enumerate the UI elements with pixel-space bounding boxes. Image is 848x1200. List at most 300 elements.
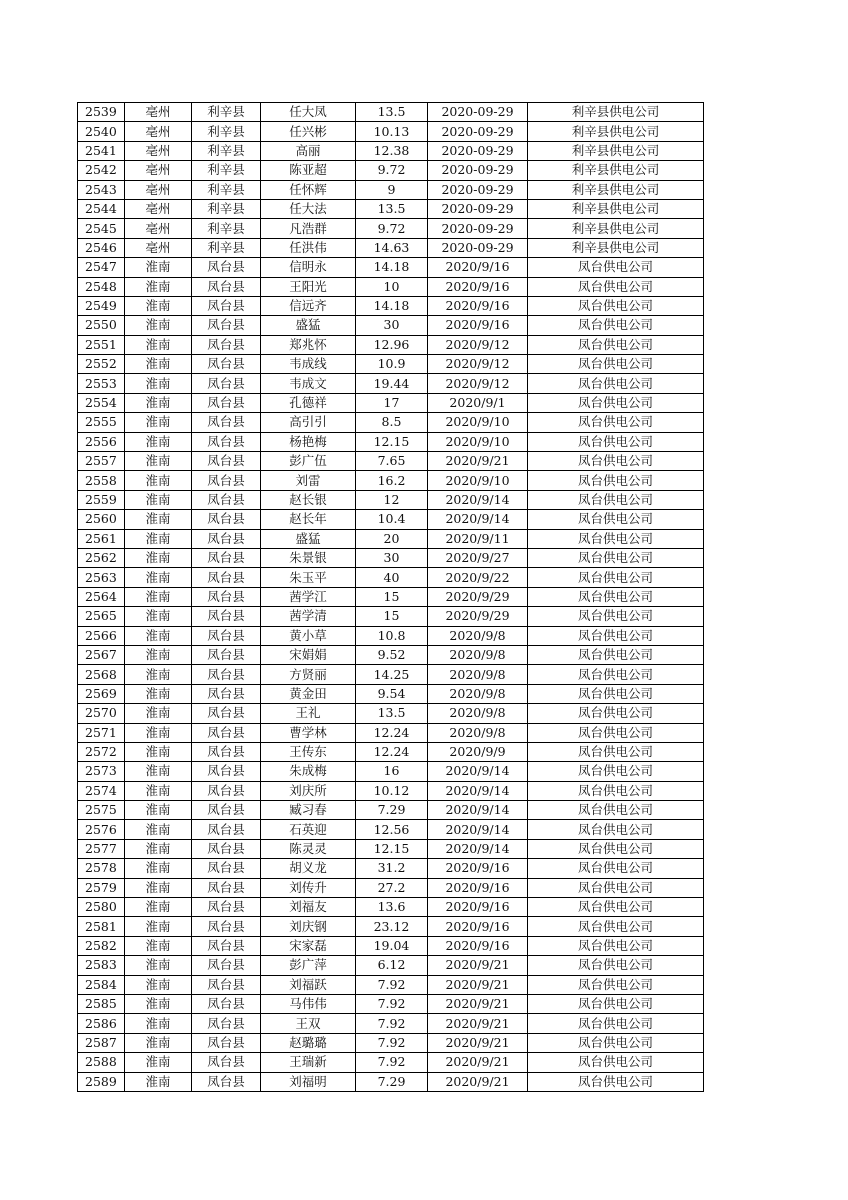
date-cell: 2020/9/14 [428, 781, 528, 800]
county-cell: 利辛县 [192, 238, 261, 257]
amount-cell: 7.92 [356, 994, 428, 1013]
table-row [78, 898, 704, 917]
city-cell: 淮南 [125, 936, 192, 955]
company-cell: 凤台供电公司 [528, 413, 704, 432]
county-cell: 凤台县 [192, 335, 261, 354]
county-cell: 凤台县 [192, 859, 261, 878]
date-cell: 2020/9/21 [428, 452, 528, 471]
date-cell: 2020/9/21 [428, 1033, 528, 1052]
city-cell: 淮南 [125, 296, 192, 315]
name-cell: 任大法 [261, 199, 356, 218]
county-cell: 凤台县 [192, 568, 261, 587]
company-cell: 凤台供电公司 [528, 277, 704, 296]
city-cell: 淮南 [125, 258, 192, 277]
row-number-cell: 2577 [78, 839, 125, 858]
amount-cell: 10.8 [356, 626, 428, 645]
amount-cell: 19.04 [356, 936, 428, 955]
row-number-cell: 2544 [78, 199, 125, 218]
company-cell: 凤台供电公司 [528, 684, 704, 703]
company-cell: 凤台供电公司 [528, 258, 704, 277]
county-cell: 凤台县 [192, 316, 261, 335]
company-cell: 凤台供电公司 [528, 452, 704, 471]
table-row [78, 645, 704, 664]
table-row [78, 723, 704, 742]
date-cell: 2020/9/21 [428, 1014, 528, 1033]
company-cell: 凤台供电公司 [528, 335, 704, 354]
company-cell: 利辛县供电公司 [528, 180, 704, 199]
date-cell: 2020/9/10 [428, 413, 528, 432]
amount-cell: 13.5 [356, 103, 428, 122]
row-number-cell: 2555 [78, 413, 125, 432]
county-cell: 凤台县 [192, 510, 261, 529]
county-cell: 凤台县 [192, 471, 261, 490]
city-cell: 淮南 [125, 820, 192, 839]
row-number-cell: 2587 [78, 1033, 125, 1052]
amount-cell: 9.72 [356, 161, 428, 180]
date-cell: 2020/9/10 [428, 471, 528, 490]
company-cell: 利辛县供电公司 [528, 238, 704, 257]
city-cell: 亳州 [125, 238, 192, 257]
company-cell: 利辛县供电公司 [528, 219, 704, 238]
row-number-cell: 2557 [78, 452, 125, 471]
table-row [78, 432, 704, 451]
company-cell: 凤台供电公司 [528, 975, 704, 994]
amount-cell: 14.25 [356, 665, 428, 684]
table-row [78, 1033, 704, 1052]
city-cell: 淮南 [125, 723, 192, 742]
city-cell: 淮南 [125, 878, 192, 897]
name-cell: 曹学林 [261, 723, 356, 742]
company-cell: 利辛县供电公司 [528, 199, 704, 218]
county-cell: 凤台县 [192, 258, 261, 277]
row-number-cell: 2568 [78, 665, 125, 684]
city-cell: 淮南 [125, 452, 192, 471]
table-row [78, 936, 704, 955]
amount-cell: 16.2 [356, 471, 428, 490]
county-cell: 利辛县 [192, 219, 261, 238]
date-cell: 2020/9/8 [428, 626, 528, 645]
county-cell: 凤台县 [192, 490, 261, 509]
row-number-cell: 2558 [78, 471, 125, 490]
county-cell: 凤台县 [192, 296, 261, 315]
date-cell: 2020/9/10 [428, 432, 528, 451]
date-cell: 2020-09-29 [428, 141, 528, 160]
row-number-cell: 2541 [78, 141, 125, 160]
city-cell: 亳州 [125, 141, 192, 160]
table-row [78, 956, 704, 975]
county-cell: 凤台县 [192, 452, 261, 471]
name-cell: 赵长年 [261, 510, 356, 529]
name-cell: 信远齐 [261, 296, 356, 315]
company-cell: 凤台供电公司 [528, 1053, 704, 1072]
amount-cell: 15 [356, 587, 428, 606]
city-cell: 淮南 [125, 355, 192, 374]
date-cell: 2020/9/8 [428, 684, 528, 703]
name-cell: 胡义龙 [261, 859, 356, 878]
company-cell: 凤台供电公司 [528, 839, 704, 858]
company-cell: 凤台供电公司 [528, 956, 704, 975]
county-cell: 利辛县 [192, 122, 261, 141]
name-cell: 刘福明 [261, 1072, 356, 1091]
table-row [78, 238, 704, 257]
name-cell: 刘福跃 [261, 975, 356, 994]
data-table [77, 102, 704, 1092]
county-cell: 利辛县 [192, 199, 261, 218]
amount-cell: 12.24 [356, 723, 428, 742]
name-cell: 韦成线 [261, 355, 356, 374]
city-cell: 淮南 [125, 801, 192, 820]
name-cell: 宋娟娟 [261, 645, 356, 664]
amount-cell: 19.44 [356, 374, 428, 393]
row-number-cell: 2586 [78, 1014, 125, 1033]
date-cell: 2020/9/12 [428, 355, 528, 374]
name-cell: 信明永 [261, 258, 356, 277]
city-cell: 淮南 [125, 645, 192, 664]
row-number-cell: 2569 [78, 684, 125, 703]
city-cell: 亳州 [125, 122, 192, 141]
row-number-cell: 2576 [78, 820, 125, 839]
table-row [78, 568, 704, 587]
city-cell: 淮南 [125, 684, 192, 703]
name-cell: 茜学江 [261, 587, 356, 606]
company-cell: 凤台供电公司 [528, 878, 704, 897]
table-row [78, 975, 704, 994]
row-number-cell: 2564 [78, 587, 125, 606]
date-cell: 2020/9/16 [428, 316, 528, 335]
company-cell: 凤台供电公司 [528, 917, 704, 936]
amount-cell: 9.54 [356, 684, 428, 703]
date-cell: 2020/9/27 [428, 548, 528, 567]
row-number-cell: 2585 [78, 994, 125, 1013]
name-cell: 高引引 [261, 413, 356, 432]
name-cell: 韦成文 [261, 374, 356, 393]
amount-cell: 12.96 [356, 335, 428, 354]
name-cell: 孔德祥 [261, 393, 356, 412]
county-cell: 利辛县 [192, 180, 261, 199]
row-number-cell: 2588 [78, 1053, 125, 1072]
name-cell: 杨艳梅 [261, 432, 356, 451]
amount-cell: 27.2 [356, 878, 428, 897]
company-cell: 凤台供电公司 [528, 1072, 704, 1091]
table-row [78, 161, 704, 180]
company-cell: 凤台供电公司 [528, 820, 704, 839]
name-cell: 高丽 [261, 141, 356, 160]
name-cell: 刘雷 [261, 471, 356, 490]
city-cell: 淮南 [125, 548, 192, 567]
city-cell: 淮南 [125, 994, 192, 1013]
county-cell: 凤台县 [192, 1053, 261, 1072]
amount-cell: 6.12 [356, 956, 428, 975]
name-cell: 任怀辉 [261, 180, 356, 199]
row-number-cell: 2584 [78, 975, 125, 994]
table-row [78, 490, 704, 509]
table-row [78, 510, 704, 529]
date-cell: 2020/9/14 [428, 820, 528, 839]
city-cell: 淮南 [125, 568, 192, 587]
company-cell: 凤台供电公司 [528, 801, 704, 820]
table-row [78, 529, 704, 548]
amount-cell: 14.18 [356, 296, 428, 315]
company-cell: 凤台供电公司 [528, 296, 704, 315]
name-cell: 宋家磊 [261, 936, 356, 955]
row-number-cell: 2554 [78, 393, 125, 412]
city-cell: 淮南 [125, 607, 192, 626]
county-cell: 凤台县 [192, 1014, 261, 1033]
amount-cell: 20 [356, 529, 428, 548]
table-row [78, 296, 704, 315]
amount-cell: 7.29 [356, 1072, 428, 1091]
row-number-cell: 2565 [78, 607, 125, 626]
amount-cell: 7.92 [356, 1014, 428, 1033]
date-cell: 2020/9/21 [428, 956, 528, 975]
city-cell: 淮南 [125, 704, 192, 723]
amount-cell: 12.15 [356, 839, 428, 858]
company-cell: 凤台供电公司 [528, 645, 704, 664]
date-cell: 2020/9/21 [428, 975, 528, 994]
row-number-cell: 2556 [78, 432, 125, 451]
name-cell: 石英迎 [261, 820, 356, 839]
amount-cell: 10.13 [356, 122, 428, 141]
company-cell: 凤台供电公司 [528, 432, 704, 451]
name-cell: 彭广萍 [261, 956, 356, 975]
name-cell: 刘庆钢 [261, 917, 356, 936]
city-cell: 淮南 [125, 762, 192, 781]
table-row [78, 219, 704, 238]
city-cell: 淮南 [125, 859, 192, 878]
name-cell: 彭广伍 [261, 452, 356, 471]
table-row [78, 277, 704, 296]
county-cell: 凤台县 [192, 626, 261, 645]
amount-cell: 7.92 [356, 975, 428, 994]
date-cell: 2020/9/1 [428, 393, 528, 412]
name-cell: 任大凤 [261, 103, 356, 122]
city-cell: 淮南 [125, 587, 192, 606]
date-cell: 2020/9/16 [428, 936, 528, 955]
table-row [78, 626, 704, 645]
county-cell: 凤台县 [192, 898, 261, 917]
city-cell: 淮南 [125, 917, 192, 936]
name-cell: 任兴彬 [261, 122, 356, 141]
row-number-cell: 2561 [78, 529, 125, 548]
company-cell: 凤台供电公司 [528, 742, 704, 761]
row-number-cell: 2573 [78, 762, 125, 781]
county-cell: 凤台县 [192, 684, 261, 703]
table-row [78, 839, 704, 858]
county-cell: 凤台县 [192, 393, 261, 412]
table-body [78, 103, 704, 1092]
county-cell: 凤台县 [192, 1072, 261, 1091]
row-number-cell: 2580 [78, 898, 125, 917]
name-cell: 盛猛 [261, 316, 356, 335]
row-number-cell: 2551 [78, 335, 125, 354]
company-cell: 凤台供电公司 [528, 704, 704, 723]
county-cell: 凤台县 [192, 917, 261, 936]
date-cell: 2020/9/14 [428, 801, 528, 820]
name-cell: 王双 [261, 1014, 356, 1033]
date-cell: 2020/9/16 [428, 859, 528, 878]
company-cell: 凤台供电公司 [528, 316, 704, 335]
date-cell: 2020/9/8 [428, 645, 528, 664]
amount-cell: 10.12 [356, 781, 428, 800]
table-row [78, 1053, 704, 1072]
city-cell: 淮南 [125, 335, 192, 354]
row-number-cell: 2575 [78, 801, 125, 820]
amount-cell: 9.72 [356, 219, 428, 238]
name-cell: 刘传升 [261, 878, 356, 897]
row-number-cell: 2571 [78, 723, 125, 742]
county-cell: 凤台县 [192, 704, 261, 723]
city-cell: 淮南 [125, 665, 192, 684]
county-cell: 利辛县 [192, 161, 261, 180]
company-cell: 凤台供电公司 [528, 936, 704, 955]
county-cell: 凤台县 [192, 645, 261, 664]
table-row [78, 258, 704, 277]
table-row [78, 781, 704, 800]
row-number-cell: 2574 [78, 781, 125, 800]
city-cell: 淮南 [125, 626, 192, 645]
amount-cell: 13.5 [356, 199, 428, 218]
table-row [78, 607, 704, 626]
table-row [78, 122, 704, 141]
name-cell: 赵长银 [261, 490, 356, 509]
name-cell: 臧习春 [261, 801, 356, 820]
company-cell: 凤台供电公司 [528, 471, 704, 490]
name-cell: 茜学清 [261, 607, 356, 626]
date-cell: 2020/9/12 [428, 335, 528, 354]
name-cell: 陈灵灵 [261, 839, 356, 858]
city-cell: 淮南 [125, 898, 192, 917]
table-row [78, 762, 704, 781]
company-cell: 凤台供电公司 [528, 355, 704, 374]
date-cell: 2020/9/21 [428, 1053, 528, 1072]
company-cell: 凤台供电公司 [528, 607, 704, 626]
table-row [78, 684, 704, 703]
date-cell: 2020-09-29 [428, 161, 528, 180]
amount-cell: 12.24 [356, 742, 428, 761]
table-row [78, 180, 704, 199]
company-cell: 凤台供电公司 [528, 898, 704, 917]
table-row [78, 820, 704, 839]
table-row [78, 103, 704, 122]
name-cell: 方贤丽 [261, 665, 356, 684]
amount-cell: 9.52 [356, 645, 428, 664]
date-cell: 2020-09-29 [428, 219, 528, 238]
county-cell: 凤台县 [192, 742, 261, 761]
county-cell: 利辛县 [192, 103, 261, 122]
date-cell: 2020/9/8 [428, 704, 528, 723]
table-row [78, 917, 704, 936]
name-cell: 马伟伟 [261, 994, 356, 1013]
date-cell: 2020/9/29 [428, 607, 528, 626]
date-cell: 2020/9/12 [428, 374, 528, 393]
company-cell: 凤台供电公司 [528, 393, 704, 412]
company-cell: 凤台供电公司 [528, 587, 704, 606]
company-cell: 凤台供电公司 [528, 374, 704, 393]
amount-cell: 12.38 [356, 141, 428, 160]
date-cell: 2020/9/16 [428, 277, 528, 296]
table-row [78, 452, 704, 471]
table-row [78, 355, 704, 374]
date-cell: 2020/9/16 [428, 296, 528, 315]
county-cell: 凤台县 [192, 994, 261, 1013]
table-row [78, 878, 704, 897]
county-cell: 利辛县 [192, 141, 261, 160]
county-cell: 凤台县 [192, 355, 261, 374]
company-cell: 利辛县供电公司 [528, 141, 704, 160]
date-cell: 2020-09-29 [428, 180, 528, 199]
row-number-cell: 2562 [78, 548, 125, 567]
amount-cell: 7.29 [356, 801, 428, 820]
table-row [78, 199, 704, 218]
date-cell: 2020-09-29 [428, 122, 528, 141]
table-row [78, 1014, 704, 1033]
table-row [78, 548, 704, 567]
name-cell: 刘庆所 [261, 781, 356, 800]
city-cell: 淮南 [125, 510, 192, 529]
row-number-cell: 2579 [78, 878, 125, 897]
company-cell: 利辛县供电公司 [528, 103, 704, 122]
county-cell: 凤台县 [192, 432, 261, 451]
amount-cell: 10.4 [356, 510, 428, 529]
company-cell: 凤台供电公司 [528, 626, 704, 645]
row-number-cell: 2550 [78, 316, 125, 335]
company-cell: 凤台供电公司 [528, 548, 704, 567]
amount-cell: 12.56 [356, 820, 428, 839]
date-cell: 2020/9/9 [428, 742, 528, 761]
date-cell: 2020/9/8 [428, 723, 528, 742]
county-cell: 凤台县 [192, 374, 261, 393]
table-row [78, 587, 704, 606]
amount-cell: 31.2 [356, 859, 428, 878]
city-cell: 淮南 [125, 839, 192, 858]
amount-cell: 30 [356, 548, 428, 567]
row-number-cell: 2540 [78, 122, 125, 141]
table-row [78, 393, 704, 412]
amount-cell: 30 [356, 316, 428, 335]
name-cell: 黄小草 [261, 626, 356, 645]
amount-cell: 10.9 [356, 355, 428, 374]
table-row [78, 665, 704, 684]
row-number-cell: 2543 [78, 180, 125, 199]
date-cell: 2020/9/14 [428, 510, 528, 529]
name-cell: 郑兆怀 [261, 335, 356, 354]
date-cell: 2020/9/14 [428, 762, 528, 781]
city-cell: 淮南 [125, 471, 192, 490]
city-cell: 淮南 [125, 432, 192, 451]
table-row [78, 374, 704, 393]
row-number-cell: 2582 [78, 936, 125, 955]
company-cell: 凤台供电公司 [528, 665, 704, 684]
company-cell: 凤台供电公司 [528, 1014, 704, 1033]
date-cell: 2020/9/11 [428, 529, 528, 548]
date-cell: 2020/9/21 [428, 994, 528, 1013]
amount-cell: 40 [356, 568, 428, 587]
name-cell: 赵璐璐 [261, 1033, 356, 1052]
date-cell: 2020-09-29 [428, 199, 528, 218]
row-number-cell: 2578 [78, 859, 125, 878]
table-row [78, 335, 704, 354]
county-cell: 凤台县 [192, 587, 261, 606]
county-cell: 凤台县 [192, 548, 261, 567]
city-cell: 淮南 [125, 975, 192, 994]
city-cell: 淮南 [125, 1033, 192, 1052]
amount-cell: 8.5 [356, 413, 428, 432]
company-cell: 凤台供电公司 [528, 723, 704, 742]
amount-cell: 12 [356, 490, 428, 509]
row-number-cell: 2572 [78, 742, 125, 761]
row-number-cell: 2545 [78, 219, 125, 238]
row-number-cell: 2583 [78, 956, 125, 975]
